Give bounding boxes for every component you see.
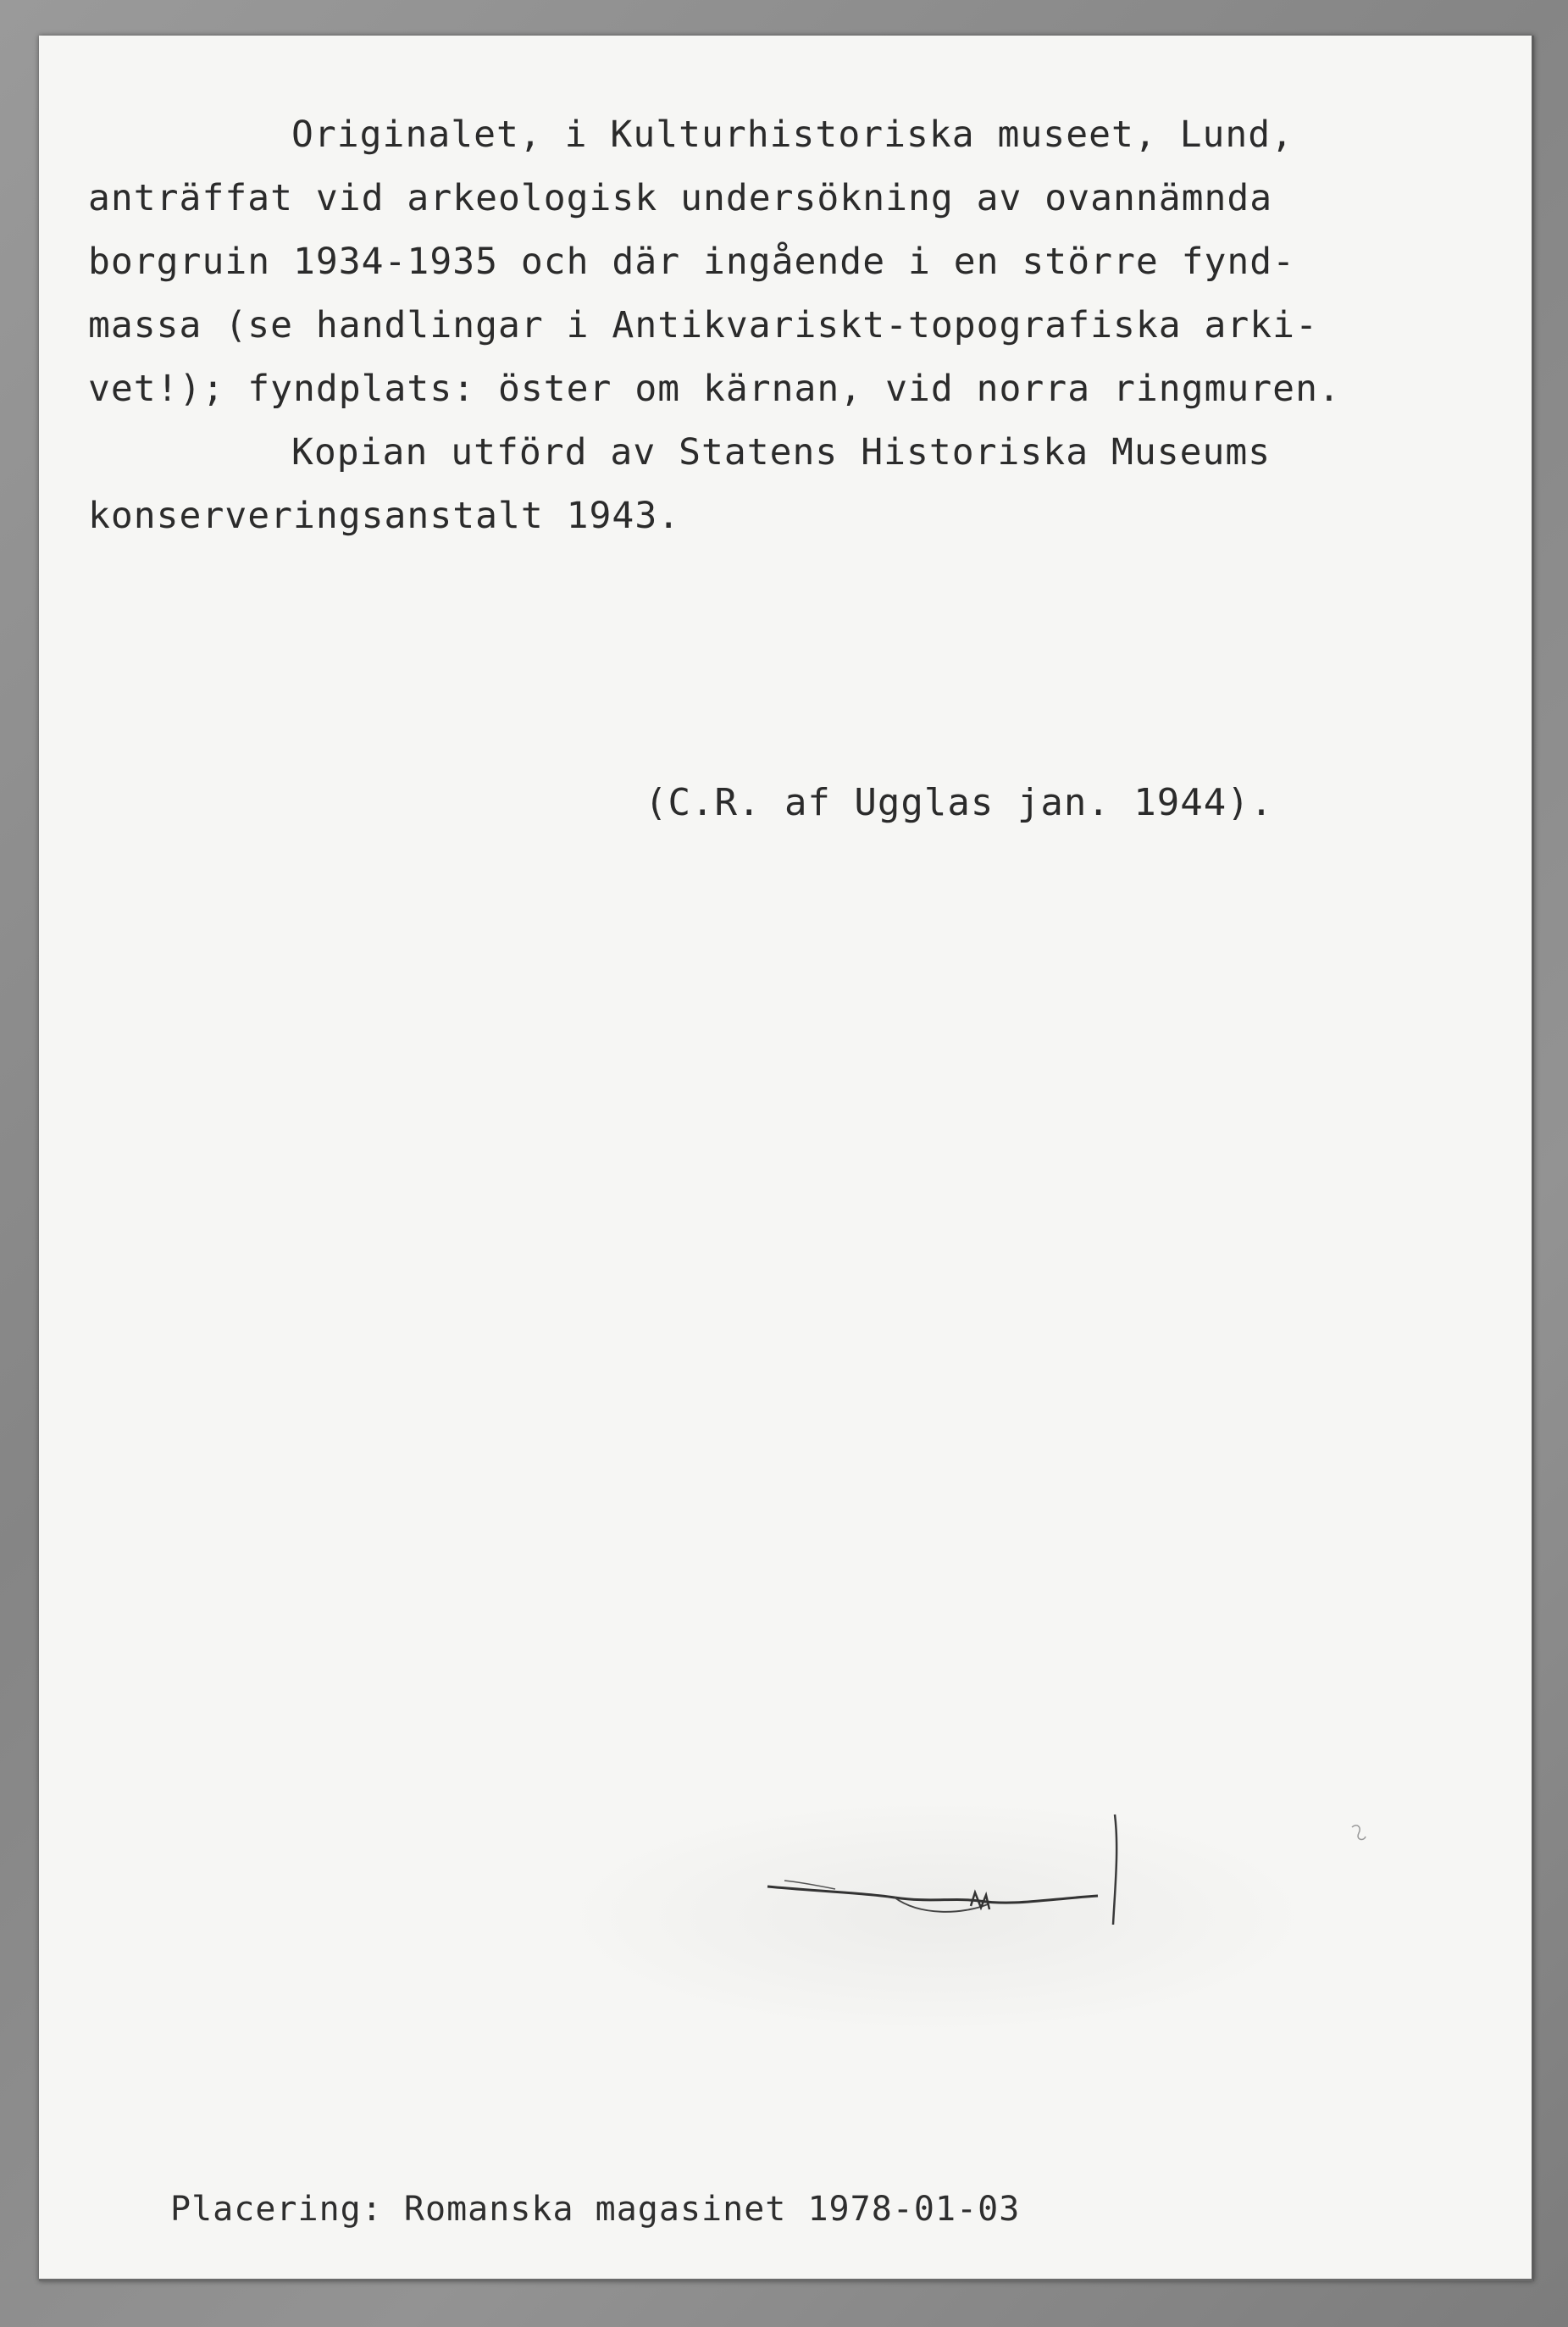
text-line: konserveringsanstalt 1943. <box>88 495 681 537</box>
handwritten-signature-icon <box>759 1798 1369 1967</box>
paragraph-original <box>88 103 1528 421</box>
text-line: borgruin 1934-1935 och där ingående i en större fynd- <box>88 241 1296 283</box>
text-line: anträffat vid arkeologisk undersökning av ovannämnda <box>88 177 1273 219</box>
index-card <box>39 36 1534 2281</box>
text-line: Originalet, i Kulturhistoriska museet, Lund, <box>291 114 1294 156</box>
paragraph-copy <box>88 421 1528 548</box>
text-line: massa (se handlingar i Antikvariskt-topografiska arki- <box>88 304 1318 346</box>
attribution: (C.R. af Ugglas jan. 1944). <box>645 781 1274 824</box>
text-line: vet!); fyndplats: öster om kärnan, vid norra ringmuren. <box>88 368 1341 410</box>
card-body <box>88 103 1528 548</box>
placement-stamp: Placering: Romanska magasinet 1978-01-03 <box>170 2190 1021 2229</box>
text-line: Kopian utförd av Statens Historiska Museums <box>291 431 1272 474</box>
